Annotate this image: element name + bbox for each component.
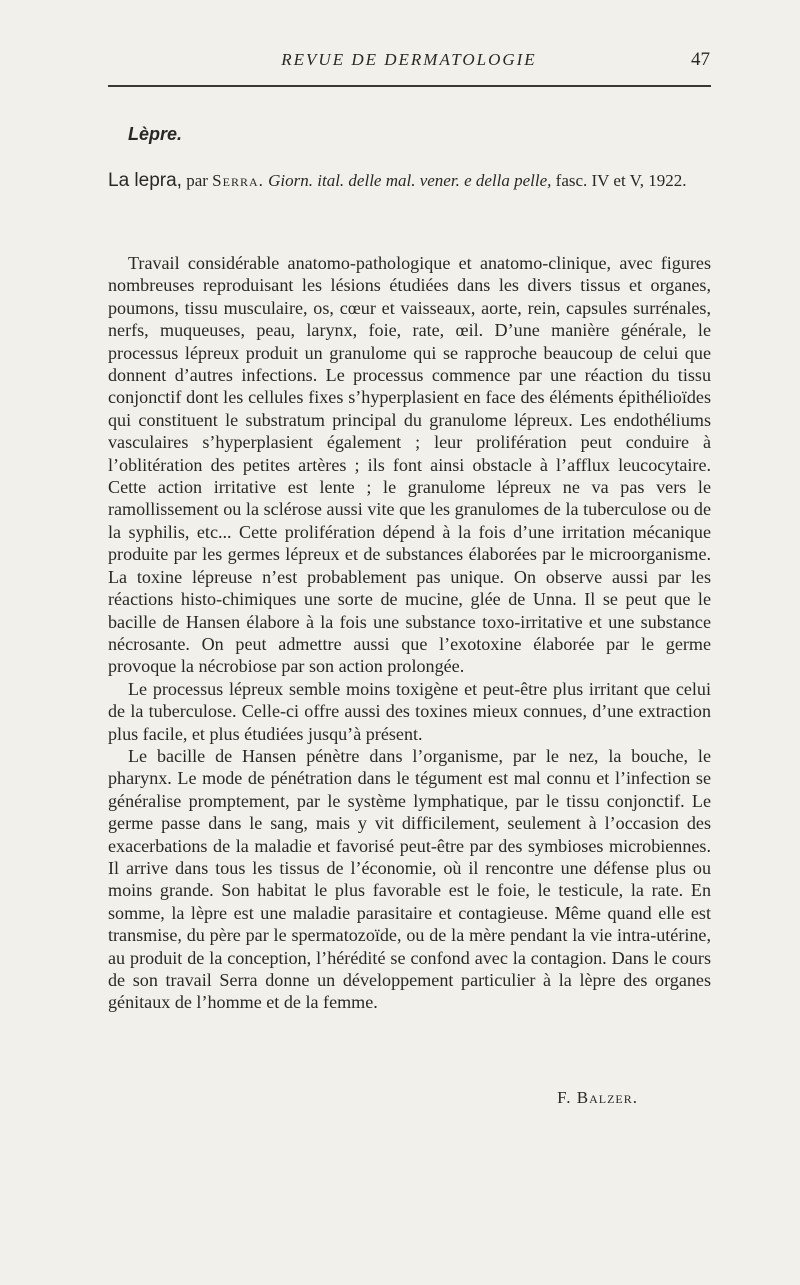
citation-details: fasc. IV et V, 1922.	[555, 171, 687, 190]
citation-author: Serra.	[212, 171, 264, 190]
paragraph: Le bacille de Hansen pénètre dans l’organisme, par le nez, la bouche, le pharynx. Le mode de pénétration dans le tégument est mal connu et l’infection se généralise promptement, par le système lymphatique, par le tissu conjonctif. Le germe passe dans le sang, mais y vit difficilement, seulement à l’occasion des exacerbations de la maladie et favorisé peut-être par des symbioses microbiennes. Il arrive dans tous les tissus de l’économie, où il rencontre une défense plus ou moins grande. Son habitat le plus favorable est le foie, le testicule, la rate. En somme, la lèpre est une maladie parasitaire et contagieuse. Même quand elle est transmise, du père par le spermatozoïde, ou de la mère pendant la vie intra-utérine, au produit de la conception, l’hérédité se confond avec la contagion. Dans le cours de son travail Serra donne un développement particulier à la lèpre des organes génitaux de l’homme et de la femme.	[108, 745, 711, 1013]
section-title: Lèpre.	[128, 124, 183, 144]
article-citation	[108, 170, 711, 192]
paragraph: Le processus lépreux semble moins toxigène et peut-être plus irritant que celui de la tuberculose. Celle-ci offre aussi des toxines mieux connues, d’une extraction plus facile, et plus étudiées jusqu’à présent.	[108, 678, 711, 744]
citation-title: La lepra,	[108, 170, 182, 191]
paragraph: Travail considérable anatomo-pathologique et anatomo-clinique, avec figures nombreuses reproduisant les lésions étudiées dans les divers tissus et organes, poumons, tissu musculaire, os, cœur et vaisseaux, aorte, rein, capsules surrénales, nerfs, muqueuses, peau, larynx, foie, rate, œil. D’une manière générale, le processus lépreux produit un granulome qui se rapproche beaucoup de celui que donnent d’autres infections. Le processus commence par une réaction du tissu conjonctif dont les cellules fixes s’hyperplasient en face des éléments épithélioïdes qui constituent le substratum principal du granulome lépreux. Les endothéliums vasculaires s’hyperplasient également ; leur prolifération peut conduire à l’oblitération des petites artères ; ils font ainsi obstacle à l’afflux leucocytaire. Cette action irritative est lente ; le granulome lépreux ne va pas vers le ramollissement ou la sclérose aussi vite que les granulomes de la tuberculose ou de la syphilis, etc... Cette prolifération dépend à la fois d’une irritation mécanique produite par les germes lépreux et de substances élaborées par le microorganisme. La toxine lépreuse n’est probablement pas unique. On observe aussi par les réactions histo-chimiques une sorte de mucine, glée de Unna. Il se peut que le bacille de Hansen élabore à la fois une substance toxo-irritative et une substance nécrosante. On peut admettre aussi que l’exotoxine élaborée par le germe provoque la nécrobiose par son action prolongée.	[108, 253, 711, 677]
citation-journal: Giorn. ital. delle mal. vener. e della pelle,	[268, 171, 552, 190]
author-signature: F. Balzer.	[557, 1088, 638, 1107]
running-title: REVUE DE DERMATOLOGIE	[281, 50, 537, 69]
page-number: 47	[691, 49, 710, 70]
article-body	[108, 252, 711, 1014]
header-rule	[108, 85, 711, 87]
citation-by: par	[186, 171, 208, 190]
page-header	[108, 50, 710, 78]
